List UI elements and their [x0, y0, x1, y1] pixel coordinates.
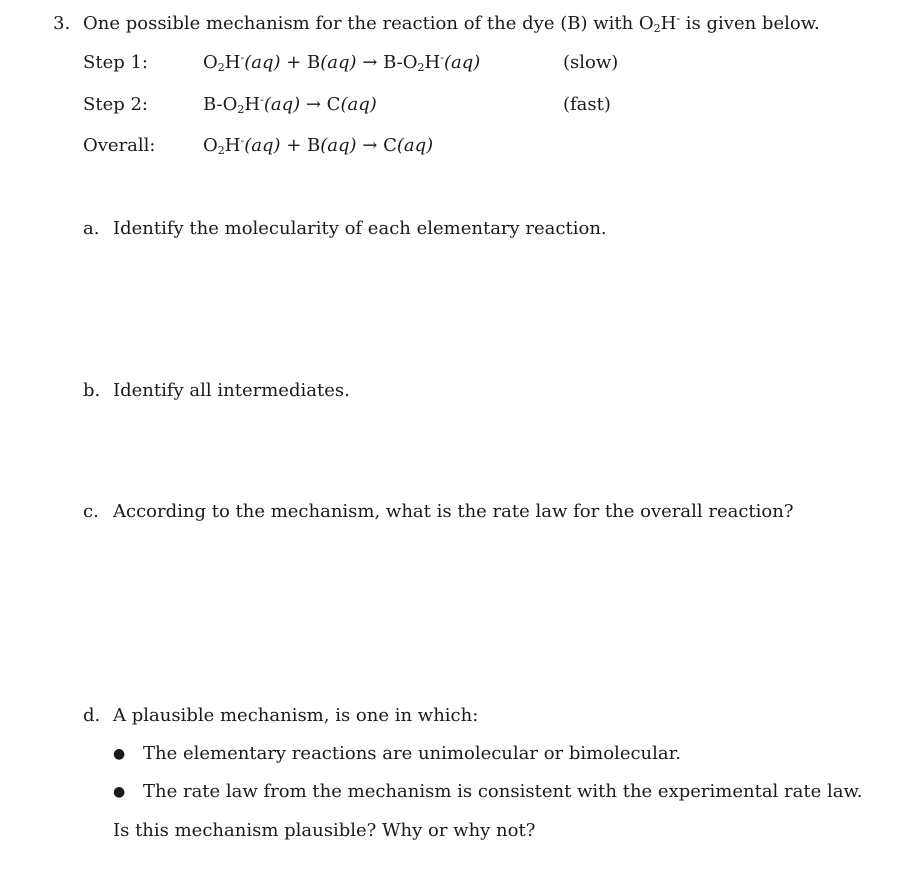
- part-a-letter: a.: [83, 218, 100, 239]
- part-d-text: A plausible mechanism, is one in which:: [113, 705, 479, 726]
- step-1-equation: $O_2H^-(aq) + B(aq) \to B-O_2H^-(aq)$: [203, 51, 481, 74]
- part-a-text: Identify the molecularity of each elementary reaction.: [113, 218, 607, 239]
- part-c-text: According to the mechanism, what is the rate law for the overall reaction?: [113, 501, 794, 522]
- part-b-letter: b.: [83, 380, 101, 401]
- part-d-bullet-1: The elementary reactions are unimolecular or bimolecular.: [143, 743, 681, 764]
- bullet-icon: ●: [113, 784, 126, 800]
- part-d-bullet-2: The rate law from the mechanism is consistent with the experimental rate law.: [143, 781, 863, 802]
- question-number: 3.: [53, 13, 71, 34]
- part-d-letter: d.: [83, 705, 101, 726]
- part-d-closing-question: Is this mechanism plausible? Why or why not?: [113, 820, 536, 841]
- part-c-letter: c.: [83, 501, 99, 522]
- part-b-text: Identify all intermediates.: [113, 380, 350, 401]
- question-intro: One possible mechanism for the reaction of the dye (B) with $O_2H^-$ is given below.: [83, 12, 820, 35]
- overall-label: Overall:: [83, 135, 156, 156]
- step-2-label: Step 2:: [83, 94, 148, 115]
- step-1-label: Step 1:: [83, 52, 148, 73]
- step-1-rate: (slow): [563, 52, 619, 73]
- bullet-icon: ●: [113, 746, 126, 762]
- overall-equation: $O_2H^-(aq) + B(aq) \to C(aq)$: [203, 134, 434, 157]
- step-2-rate: (fast): [563, 94, 611, 115]
- step-2-equation: $B-O_2H^-(aq) \to C(aq)$: [203, 93, 377, 116]
